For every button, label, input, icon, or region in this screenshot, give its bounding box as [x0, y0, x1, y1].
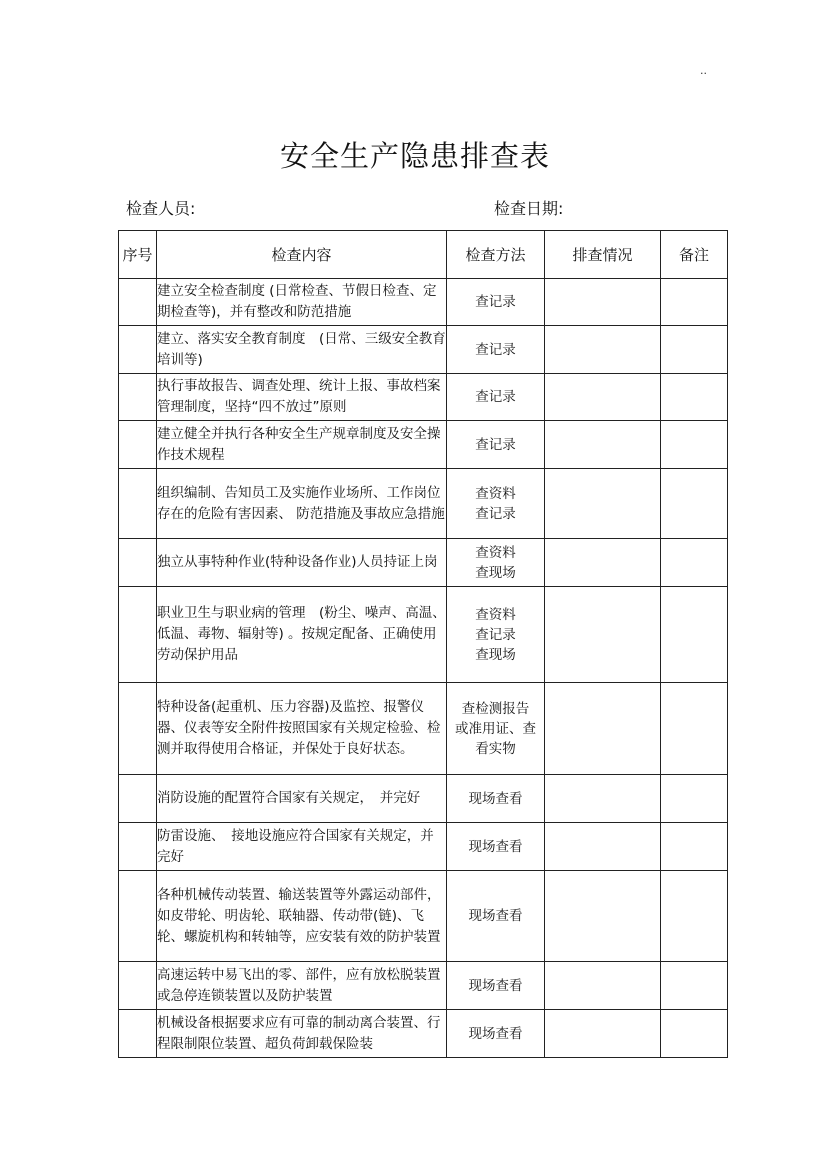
content-cell: 建立健全并执行各种安全生产规章制度及安全操作技术规程 [157, 421, 447, 469]
table-row [119, 775, 728, 823]
table-row [119, 962, 728, 1010]
table-row [119, 421, 728, 469]
remark-cell[interactable] [661, 539, 728, 587]
method-line: 查记录 [475, 505, 516, 522]
table-row [119, 871, 728, 962]
table-header-row [119, 231, 728, 279]
method-line: 看实物 [475, 740, 516, 757]
column-header-seq: 序号 [119, 231, 157, 279]
table-row [119, 587, 728, 683]
seq-cell [119, 279, 157, 326]
method-line: 查资料 [475, 544, 516, 561]
column-header-remark: 备注 [661, 231, 728, 279]
inspection-table [118, 230, 728, 1058]
remark-cell[interactable] [661, 587, 728, 683]
method-line: 查资料 [475, 606, 516, 623]
page-title: 安全生产隐患排查表 [279, 139, 550, 173]
remark-cell[interactable] [661, 421, 728, 469]
column-header-status: 排查情况 [545, 231, 661, 279]
remark-cell[interactable] [661, 962, 728, 1010]
remark-cell[interactable] [661, 1010, 728, 1058]
content-cell: 特种设备(起重机、压力容器)及监控、报警仪器、仪表等安全附件按照国家有关规定检验、检测并取得使用合格证，并保处于良好状态。 [157, 683, 447, 775]
method-cell [447, 823, 545, 871]
method-line: 或准用证、查 [455, 720, 536, 737]
content-cell: 组织编制、告知员工及实施作业场所、工作岗位存在的危险有害因素、 防范措施及事故应急措施 [157, 469, 447, 539]
table-body [119, 279, 728, 1058]
content-cell: 高速运转中易飞出的零、部件，应有放松脱装置或急停连锁装置以及防护装置 [157, 962, 447, 1010]
method-line: 查检测报告 [461, 700, 530, 717]
table-row [119, 823, 728, 871]
method-cell [447, 683, 545, 775]
method-cell [447, 539, 545, 587]
method-line: 现场查看 [468, 790, 523, 807]
seq-cell [119, 421, 157, 469]
seq-cell [119, 823, 157, 871]
content-cell: 机械设备根据要求应有可靠的制动离合装置、行程限制限位装置、超负荷卸载保险装 [157, 1010, 447, 1058]
seq-cell [119, 326, 157, 374]
table-row [119, 374, 728, 421]
method-line: 查记录 [475, 436, 516, 453]
seq-cell [119, 683, 157, 775]
method-line: 现场查看 [468, 977, 523, 994]
status-cell[interactable] [545, 326, 661, 374]
table-row [119, 683, 728, 775]
seq-cell [119, 587, 157, 683]
method-cell [447, 962, 545, 1010]
method-cell [447, 421, 545, 469]
status-cell[interactable] [545, 683, 661, 775]
table-row [119, 469, 728, 539]
seq-cell [119, 962, 157, 1010]
content-cell: 各种机械传动装置、输送装置等外露运动部件，如皮带轮、明齿轮、联轴器、传动带(链)、飞轮、螺旋机构和转轴等，应安装有效的防护装置 [157, 871, 447, 962]
status-cell[interactable] [545, 421, 661, 469]
content-cell: 消防设施的配置符合国家有关规定， 并完好 [157, 775, 447, 823]
method-cell [447, 587, 545, 683]
table-row [119, 1010, 728, 1058]
status-cell[interactable] [545, 775, 661, 823]
content-cell: 建立安全检查制度 (日常检查、节假日检查、定期检查等)，并有整改和防范措施 [157, 279, 447, 326]
method-line: 查记录 [475, 626, 516, 643]
remark-cell[interactable] [661, 823, 728, 871]
method-cell [447, 469, 545, 539]
status-cell[interactable] [545, 279, 661, 326]
inspector-label: 检查人员: [126, 199, 196, 218]
content-cell: 防雷设施、 接地设施应符合国家有关规定，并完好 [157, 823, 447, 871]
table-row [119, 279, 728, 326]
remark-cell[interactable] [661, 374, 728, 421]
seq-cell [119, 539, 157, 587]
content-cell: 独立从事特种作业(特种设备作业)人员持证上岗 [157, 539, 447, 587]
method-line: 查记录 [475, 389, 516, 405]
method-line: 查现场 [475, 564, 516, 581]
method-cell [447, 279, 545, 326]
method-cell [447, 1010, 545, 1058]
seq-cell [119, 1010, 157, 1058]
method-cell [447, 871, 545, 962]
remark-cell[interactable] [661, 871, 728, 962]
status-cell[interactable] [545, 469, 661, 539]
remark-cell[interactable] [661, 775, 728, 823]
table-row [119, 326, 728, 374]
seq-cell [119, 469, 157, 539]
seq-cell [119, 775, 157, 823]
status-cell[interactable] [545, 539, 661, 587]
remark-cell[interactable] [661, 469, 728, 539]
inspection-date-label: 检查日期: [494, 199, 564, 218]
remark-cell[interactable] [661, 683, 728, 775]
method-line: 查记录 [475, 294, 516, 310]
method-cell [447, 326, 545, 374]
method-line: 查记录 [475, 341, 516, 358]
status-cell[interactable] [545, 587, 661, 683]
content-cell: 执行事故报告、调查处理、统计上报、事故档案管理制度，坚持“四不放过”原则 [157, 374, 447, 421]
status-cell[interactable] [545, 374, 661, 421]
method-line: 现场查看 [468, 908, 523, 924]
corner-mark: .. [700, 64, 707, 77]
table-row [119, 539, 728, 587]
status-cell[interactable] [545, 871, 661, 962]
remark-cell[interactable] [661, 279, 728, 326]
method-line: 查资料 [475, 485, 516, 502]
status-cell[interactable] [545, 1010, 661, 1058]
method-cell [447, 374, 545, 421]
content-cell: 建立、落实安全教育制度 (日常、三级安全教育培训等) [157, 326, 447, 374]
seq-cell [119, 374, 157, 421]
seq-cell [119, 871, 157, 962]
method-line: 查现场 [475, 646, 516, 663]
method-line: 现场查看 [468, 838, 523, 855]
column-header-content: 检查内容 [157, 231, 447, 279]
remark-cell[interactable] [661, 326, 728, 374]
content-cell: 职业卫生与职业病的管理 (粉尘、噪声、高温、低温、毒物、辐射等) 。按规定配备、正确使用劳动保护用品 [157, 587, 447, 683]
status-cell[interactable] [545, 823, 661, 871]
method-line: 现场查看 [468, 1025, 523, 1042]
method-cell [447, 775, 545, 823]
status-cell[interactable] [545, 962, 661, 1010]
column-header-method: 检查方法 [447, 231, 545, 279]
